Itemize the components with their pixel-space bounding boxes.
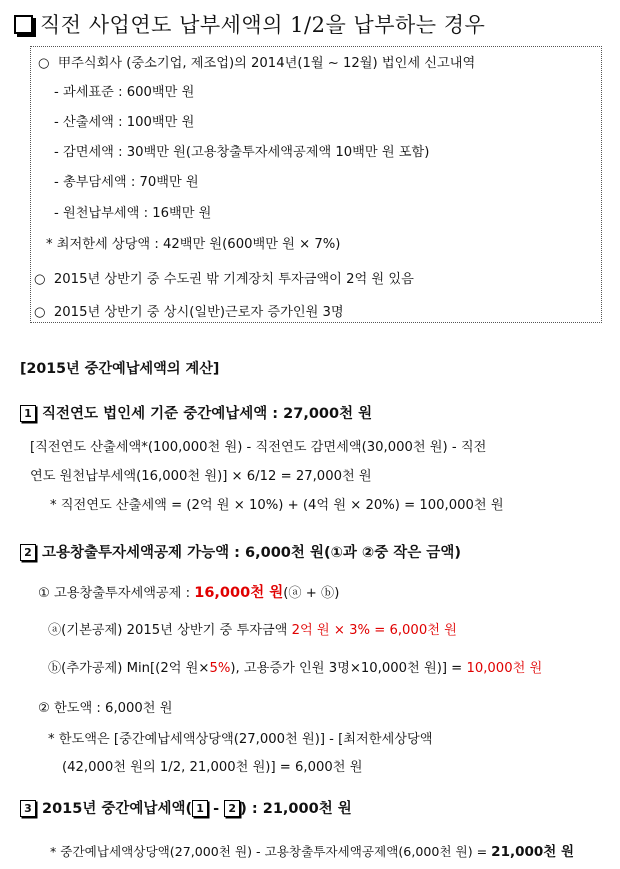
section-3-heading <box>20 797 352 818</box>
section-3-heading-result: ) : 21,000천 원 <box>240 801 352 817</box>
additional-credit-rate: 5% <box>209 661 231 676</box>
section-2-additional-credit <box>48 657 542 676</box>
case-item-reduction: - 감면세액 : 30백만 원(고용창출투자세액공제액 10백만 원 포함) <box>54 145 430 160</box>
section-2-heading <box>20 541 461 562</box>
section-3-note-amount: 21,000천 원 <box>491 844 575 860</box>
item-1-suffix: (ⓐ + ⓑ) <box>283 586 340 601</box>
case-intro <box>38 52 475 71</box>
case-note-employees-text: 2015년 상반기 중 상시(일반)근로자 증가인원 3명 <box>53 305 344 320</box>
item-1-amount: 16,000천 원 <box>194 585 284 601</box>
case-note-employees <box>34 301 344 320</box>
section-ref-2: 2 <box>224 800 240 817</box>
case-item-withholding: - 원천납부세액 : 16백만 원 <box>54 206 212 221</box>
section-1-formula-line2: 연도 원천납부세액(16,000천 원)] × 6/12 = 27,000천 원 <box>30 469 372 484</box>
case-item-calculated-tax: - 산출세액 : 100백만 원 <box>54 115 195 130</box>
title-checkbox-icon <box>14 15 33 34</box>
section-3-note <box>50 840 574 860</box>
section-1-heading <box>20 402 372 423</box>
page-title: 직전 사업연도 납부세액의 1/2을 납부하는 경우 <box>40 13 486 37</box>
additional-credit-mid: ), 고용증가 인원 3명×10,000천 원)] = <box>230 661 467 676</box>
section-2-item-1 <box>38 581 339 602</box>
additional-credit-amount: 10,000천 원 <box>466 661 543 676</box>
case-intro-text: 甲주식회사 (중소기업, 제조업)의 2014년(1월 ~ 12월) 법인세 신고내역 <box>57 56 476 71</box>
circle-bullet-icon: ○ <box>38 56 50 71</box>
case-note-investment-text: 2015년 상반기 중 수도권 밖 기계장치 투자금액이 2억 원 있음 <box>53 272 414 287</box>
case-note-investment <box>34 268 414 287</box>
section-3-heading-prefix: 2015년 중간예납세액( <box>42 801 193 817</box>
section-2-limit-line2: (42,000천 원의 1/2, 21,000천 원)] = 6,000천 원 <box>62 760 363 775</box>
case-item-tax-base: - 과세표준 : 600백만 원 <box>54 85 195 100</box>
section-2-item-2: ② 한도액 : 6,000천 원 <box>38 701 173 716</box>
section-1-heading-text: 직전연도 법인세 기준 중간예납세액 : 27,000천 원 <box>42 406 373 422</box>
case-item-total-burden: - 총부담세액 : 70백만 원 <box>54 175 199 190</box>
case-min-tax: * 최저한세 상당액 : 42백만 원(600백만 원 × 7%) <box>46 237 341 252</box>
circle-bullet-icon: ○ <box>34 272 46 287</box>
section-1-note: * 직전연도 산출세액 = (2억 원 × 10%) + (4억 원 × 20%) = 100,000천 원 <box>50 498 504 513</box>
section-number-1: 1 <box>20 405 36 422</box>
additional-credit-label: ⓑ(추가공제) Min[(2억 원× <box>48 661 210 676</box>
basic-credit-label: ⓐ(기본공제) 2015년 상반기 중 투자금액 <box>48 623 292 638</box>
section-number-2: 2 <box>20 544 36 561</box>
item-1-label: ① 고용창출투자세액공제 : <box>38 586 195 601</box>
basic-credit-amount: 2억 원 × 3% = 6,000천 원 <box>291 623 457 638</box>
section-2-limit-line1: * 한도액은 [중간예납세액상당액(27,000천 원)] - [최저한세상당액 <box>48 732 433 747</box>
circle-bullet-icon: ○ <box>34 305 46 320</box>
section-1-formula-line1: [직전연도 산출세액*(100,000천 원) - 직전연도 감면세액(30,000천 원) - 직전 <box>30 440 487 455</box>
section-2-basic-credit <box>48 619 457 638</box>
section-number-3: 3 <box>20 800 36 817</box>
section-ref-1: 1 <box>192 800 208 817</box>
section-2-heading-text: 고용창출투자세액공제 가능액 : 6,000천 원(①과 ②중 작은 금액) <box>42 545 461 561</box>
section-3-note-text: * 중간예납세액상당액(27,000천 원) - 고용창출투자세액공제액(6,000천 원) = <box>50 844 492 859</box>
calc-title: [2015년 중간예납세액의 계산] <box>20 361 220 377</box>
section-3-heading-sep: - <box>208 801 225 817</box>
